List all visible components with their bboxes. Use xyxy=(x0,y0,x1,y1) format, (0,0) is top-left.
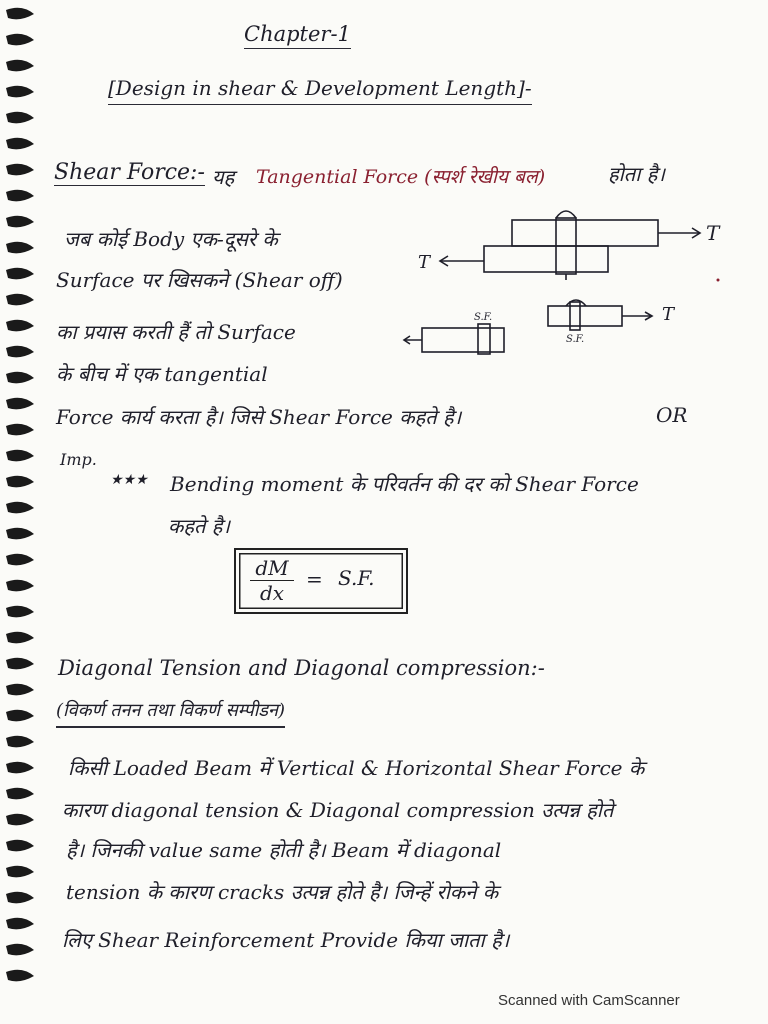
spiral-ring xyxy=(6,762,34,774)
imp-label: Imp. xyxy=(60,450,97,469)
spiral-ring xyxy=(6,268,34,280)
spiral-ring xyxy=(6,658,34,670)
spiral-ring xyxy=(6,34,34,46)
spiral-ring xyxy=(6,398,34,410)
diag-line-5: लिए Shear Reinforcement Provide किया जाता है। xyxy=(62,928,510,952)
spiral-ring xyxy=(6,606,34,618)
spiral-ring xyxy=(6,866,34,878)
spiral-ring xyxy=(6,502,34,514)
spiral-ring xyxy=(6,86,34,98)
spiral-ring xyxy=(6,684,34,696)
para-line-2: Surface पर खिसकने (Shear off) xyxy=(56,268,343,292)
label-T-right: T xyxy=(662,304,675,325)
upper-plate xyxy=(512,220,658,246)
chapter-title: Chapter-1 xyxy=(244,22,351,49)
formula-numerator: dM xyxy=(250,556,294,581)
spiral-ring xyxy=(6,450,34,462)
formula-box xyxy=(234,548,408,614)
para-line-1: जब कोई Body एक-दूसरे के xyxy=(64,227,278,251)
spiral-ring xyxy=(6,814,34,826)
label-T-left: T xyxy=(418,252,431,273)
small-plate-left xyxy=(422,328,504,352)
rivet-head xyxy=(556,211,576,218)
or-label: OR xyxy=(656,403,688,427)
spiral-ring xyxy=(6,788,34,800)
diag-line-2: कारण diagonal tension & Diagonal compression उत्पन्न होते xyxy=(62,798,614,822)
spiral-ring xyxy=(6,216,34,228)
diag-line-3: है। जिनकी value same होती है। Beam में diagonal xyxy=(66,838,502,862)
shear-force-heading: Shear Force:- xyxy=(54,160,205,185)
spiral-ring xyxy=(6,892,34,904)
spiral-ring xyxy=(6,424,34,436)
spiral-ring xyxy=(6,840,34,852)
scanner-watermark: Scanned with CamScanner xyxy=(498,992,680,1009)
shear-diagram xyxy=(400,200,740,360)
spiral-ring xyxy=(6,632,34,644)
definition-term: Tangential Force (स्पर्श रेखीय बल) xyxy=(256,166,546,188)
imp-stars: ★★★ xyxy=(110,472,148,488)
para-line-3: का प्रयास करती हैं तो Surface xyxy=(56,320,296,344)
para-line-5: Force कार्य करता है। जिसे Shear Force कहते है। xyxy=(56,405,462,429)
topic-title: [Design in shear & Development Length]- xyxy=(108,76,532,105)
diag-line-1: किसी Loaded Beam में Vertical & Horizontal Shear Force के xyxy=(68,756,645,780)
label-sf-2: S.F. xyxy=(566,334,585,345)
formula-rhs: S.F. xyxy=(338,566,375,590)
spiral-ring xyxy=(6,190,34,202)
spiral-ring xyxy=(6,8,34,20)
spiral-ring xyxy=(6,60,34,72)
formula-fraction xyxy=(250,556,294,605)
spiral-ring xyxy=(6,138,34,150)
spiral-ring xyxy=(6,112,34,124)
lower-plate xyxy=(484,246,608,272)
spiral-binding xyxy=(0,0,40,1000)
spiral-ring xyxy=(6,736,34,748)
spiral-ring xyxy=(6,372,34,384)
spiral-ring xyxy=(6,918,34,930)
formula-denominator: dx xyxy=(259,581,285,605)
label-sf-1: S.F. xyxy=(474,312,493,323)
diagonal-heading: Diagonal Tension and Diagonal compression:- xyxy=(58,656,545,680)
small-plate-right xyxy=(548,306,622,326)
diag-line-4: tension के कारण cracks उत्पन्न होते है। जिन्हें रोकने के xyxy=(66,880,499,904)
spiral-ring xyxy=(6,476,34,488)
label-T-top: T xyxy=(706,221,720,245)
definition-pre: यह xyxy=(212,165,235,189)
diagonal-subheading: (विकर्ण तनन तथा विकर्ण सम्पीडन) xyxy=(56,698,285,728)
spiral-ring xyxy=(6,242,34,254)
spiral-ring xyxy=(6,346,34,358)
spiral-ring xyxy=(6,320,34,332)
spiral-ring xyxy=(6,710,34,722)
bending-line-1: Bending moment के परिवर्तन की दर को Shear Force xyxy=(170,472,639,496)
spiral-ring xyxy=(6,528,34,540)
spiral-ring xyxy=(6,580,34,592)
bending-line-2: कहते है। xyxy=(168,514,230,538)
spiral-ring xyxy=(6,970,34,982)
spiral-ring xyxy=(6,164,34,176)
spiral-ring xyxy=(6,294,34,306)
formula-equals: = xyxy=(306,567,323,591)
definition-post: होता है। xyxy=(608,162,665,186)
spiral-ring xyxy=(6,554,34,566)
para-line-4: के बीच में एक tangential xyxy=(56,362,268,386)
spiral-ring xyxy=(6,944,34,956)
